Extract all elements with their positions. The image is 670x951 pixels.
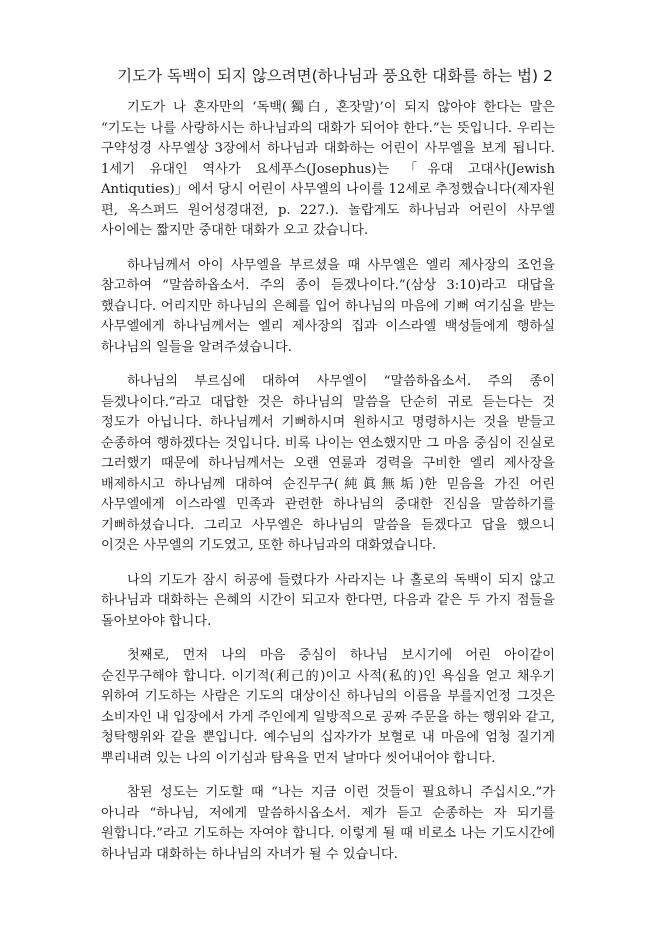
paragraph-5: 첫째로, 먼저 나의 마음 중심이 하나님 보시기에 어린 아이같이 순진무구해야 합니다. 이기적(利己的)이고 사적(私的)인 욕심을 얻고 채우기 위하여 기도하는 사람은 기도의 대상이신 하나님의 이름을 부를지언정 그것은 소비자인 내 입장에서 가게 주인에게 일방적으로 공짜 주문을 하는 행위와 같고, 청탁행위와 같을 뿐입니다. 예수님의 십자가가 보혈로 내 마음에 엄청 질기게 뿌리내려 있는 나의 이기심과 탐욕을 먼저 날마다 씻어내어야 합니다.	[101, 648, 555, 766]
document-body	[101, 98, 555, 879]
paragraph-4: 나의 기도가 잠시 허공에 들렸다가 사라지는 나 홀로의 독백이 되지 않고 하나님과 대화하는 은혜의 시간이 되고자 한다면, 다음과 같은 두 가지 점들을 돌아보아야 합니다.	[101, 572, 555, 629]
page-title: 기도가 독백이 되지 않으려면(하나님과 풍요한 대화를 하는 법) 2	[117, 67, 553, 85]
paragraph-3: 하나님의 부르심에 대하여 사무엘이 “말씀하옵소서. 주의 종이 듣겠나이다.”라고 대답한 것은 하나님의 말씀을 단순히 귀로 듣는다는 것 정도가 아닙니다. 하나님께서 기뻐하시며 원하시고 명령하시는 것을 받들고 순종하여 행하겠다는 것입니다. 비록 나이는 연소했지만 그 마음 중심이 진실로 그러했기 때문에 하나님께서는 오랜 연륜과 경력을 구비한 엘리 제사장을 배제하시고 하나님께 대하여 순진무구(純眞無垢)한 믿음을 가진 어린 사무엘에게 이스라엘 민족과 관련한 하나님의 중대한 진심을 말씀하기를 기뻐하셨습니다. 그리고 사무엘은 하나님의 말씀을 듣겠다고 답을 했으니 이것은 사무엘의 기도였고, 또한 하나님과의 대화였습니다.	[101, 374, 555, 553]
paragraph-2: 하나님께서 아이 사무엘을 부르셨을 때 사무엘은 엘리 제사장의 조언을 참고하여 “말씀하옵소서. 주의 종이 듣겠나이다.”(삼상 3:10)라고 대답을 했습니다. 어리지만 하나님의 은혜를 입어 하나님의 마음에 기뻐 여기심을 받는 사무엘에게 하나님께서는 엘리 제사장의 집과 이스라엘 백성들에게 행하실 하나님의 일들을 알려주셨습니다.	[101, 257, 555, 355]
paragraph-6: 참된 성도는 기도할 때 “나는 지금 이런 것들이 필요하니 주십시오.”가 아니라 “하나님, 저에게 말씀하시옵소서. 제가 듣고 순종하는 자 되기를 원합니다.”라고 기도하는 자여야 합니다. 이렇게 될 때 비로소 나는 기도시간에 하나님과 대화하는 하나님의 자녀가 될 수 있습니다.	[101, 785, 555, 862]
paragraph-1: 기도가 나 혼자만의 ‘독백(獨白, 혼잣말)’이 되지 않아야 한다는 말은 “기도는 나를 사랑하시는 하나님과의 대화가 되어야 한다.”는 뜻입니다. 우리는 구약성경 사무엘상 3장에서 하나님과 대화하는 어린이 사무엘을 보게 됩니다. 1세기 유대인 역사가 요세푸스(Josephus)는 「유대 고대사(Jewish Antiquties)」에서 당시 어린이 사무엘의 나이를 12세로 추정했습니다(제자원 편, 옥스퍼드 원어성경대전, p. 227.). 놀랍게도 하나님과 어린이 사무엘 사이에는 짧지만 중대한 대화가 오고 갔습니다.	[101, 100, 555, 238]
